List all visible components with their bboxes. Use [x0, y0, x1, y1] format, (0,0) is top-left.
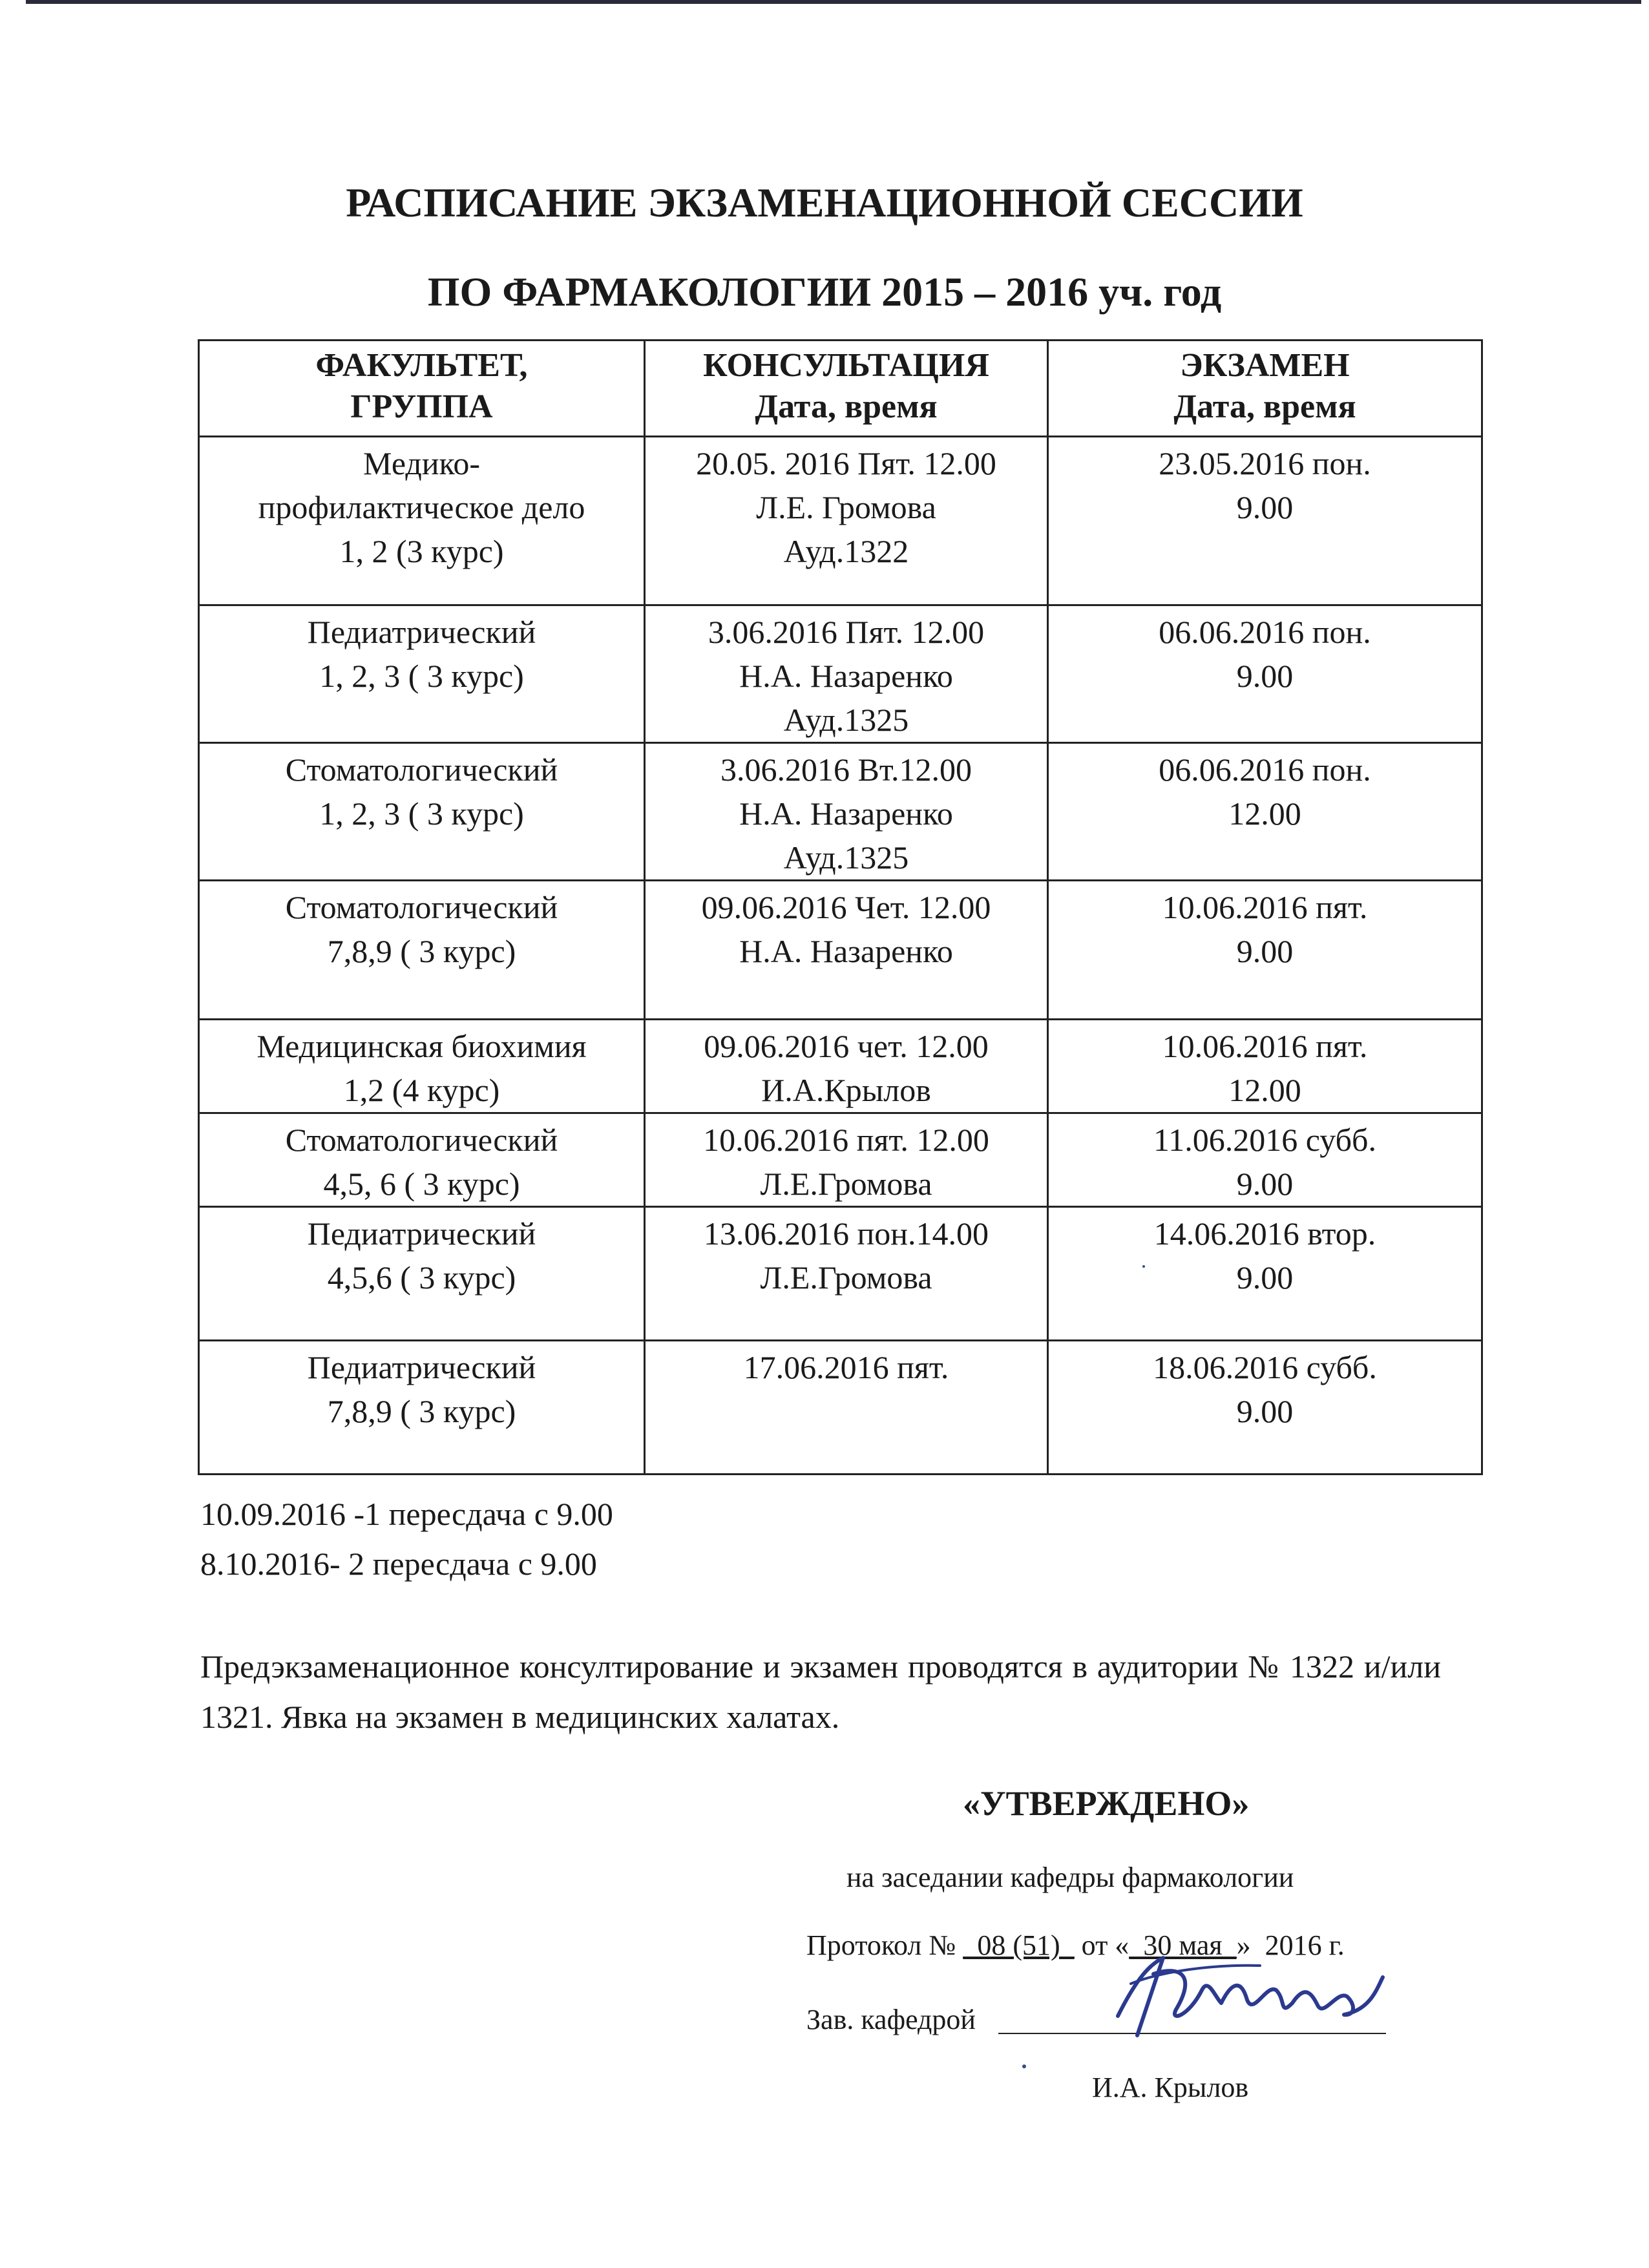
cell-line: 09.06.2016 Чет. 12.00: [701, 889, 991, 925]
cell-line: Ауд.1322: [783, 533, 909, 569]
faculty-cell: [199, 1207, 645, 1341]
cell-line: 3.06.2016 Вт.12.00: [720, 751, 972, 788]
cell-line: 11.06.2016 субб.: [1153, 1122, 1376, 1158]
resit-first: 10.09.2016 -1 пересдача с 9.00: [200, 1496, 613, 1532]
consultation-cell: [645, 437, 1048, 605]
cell-line: 09.06.2016 чет. 12.00: [704, 1028, 989, 1064]
cell-line: 1,2 (4 курс): [343, 1072, 500, 1108]
cell-line: 9.00: [1236, 1393, 1294, 1429]
header-line: ФАКУЛЬТЕТ,: [315, 347, 528, 384]
table-row: [199, 605, 1482, 743]
header-line: ГРУППА: [350, 388, 493, 425]
cell-line: 9.00: [1236, 1166, 1294, 1202]
consultation-cell: [645, 1341, 1048, 1475]
cell-line: 12.00: [1228, 1072, 1301, 1108]
cell-line: 23.05.2016 пон.: [1159, 445, 1371, 481]
header-faculty: [199, 341, 645, 437]
faculty-cell: [199, 605, 645, 743]
head-of-department-label: Зав. кафедрой: [806, 2004, 976, 2035]
resit-second: 8.10.2016- 2 пересдача с 9.00: [200, 1546, 597, 1582]
table-row: [199, 743, 1482, 881]
schedule-table: [198, 339, 1483, 1475]
cell-line: 17.06.2016 пят.: [743, 1349, 949, 1385]
cell-line: Медицинская биохимия: [257, 1028, 587, 1064]
exam-cell: [1048, 1207, 1482, 1341]
consultation-cell: [645, 1020, 1048, 1113]
cell-line: Педиатрический: [307, 1215, 536, 1252]
cell-line: 7,8,9 ( 3 курс): [327, 1393, 516, 1429]
cell-line: Л.Е.Громова: [760, 1166, 932, 1202]
cell-line: Стоматологический: [285, 889, 558, 925]
cell-line: Педиатрический: [307, 614, 536, 650]
protocol-from: от «: [1074, 1929, 1129, 1961]
header-line: ЭКЗАМЕН: [1180, 347, 1350, 384]
cell-line: Л.Е. Громова: [756, 489, 936, 525]
cell-line: 10.06.2016 пят. 12.00: [703, 1122, 989, 1158]
cell-line: Стоматологический: [285, 751, 558, 788]
table-row: [199, 1207, 1482, 1341]
cell-line: 20.05. 2016 Пят. 12.00: [696, 445, 996, 481]
consultation-cell: [645, 1207, 1048, 1341]
cell-line: 1, 2, 3 ( 3 курс): [319, 795, 524, 832]
cell-line: 10.06.2016 пят.: [1162, 1028, 1368, 1064]
cell-line: 4,5, 6 ( 3 курс): [323, 1166, 520, 1202]
consultation-cell: [645, 605, 1048, 743]
handwritten-signature: [1092, 1938, 1402, 2055]
cell-line: 9.00: [1236, 1259, 1294, 1296]
exam-cell: [1048, 605, 1482, 743]
cell-line: 10.06.2016 пят.: [1162, 889, 1368, 925]
cell-line: 06.06.2016 пон.: [1159, 751, 1371, 788]
header-line: КОНСУЛЬТАЦИЯ: [703, 347, 989, 384]
exam-cell: [1048, 1020, 1482, 1113]
cell-line: профилактическое дело: [258, 489, 585, 525]
table-row: [199, 1020, 1482, 1113]
header-line: Дата, время: [1173, 388, 1356, 425]
exam-cell: [1048, 1113, 1482, 1207]
protocol-prefix: Протокол №: [806, 1929, 963, 1961]
cell-line: 1, 2 (3 курс): [339, 533, 504, 569]
cell-line: Ауд.1325: [783, 702, 909, 738]
cell-line: 9.00: [1236, 933, 1294, 969]
cell-line: 1, 2, 3 ( 3 курс): [319, 658, 524, 694]
cell-line: 9.00: [1236, 658, 1294, 694]
cell-line: 14.06.2016 втор.: [1153, 1215, 1376, 1252]
cell-line: 7,8,9 ( 3 курс): [327, 933, 516, 969]
schedule-header: [199, 341, 1482, 437]
cell-line: И.А.Крылов: [761, 1072, 931, 1108]
exam-cell: [1048, 437, 1482, 605]
ink-speck: [1142, 1265, 1145, 1268]
cell-line: Медико-: [363, 445, 480, 481]
faculty-cell: [199, 1020, 645, 1113]
head-of-department-name: И.А. Крылов: [1092, 2072, 1249, 2103]
header-consultation: [645, 341, 1048, 437]
table-row: [199, 1113, 1482, 1207]
document-title-line-2: ПО ФАРМАКОЛОГИИ 2015 – 2016 уч. год: [427, 269, 1222, 315]
exam-note: Предэкзаменационное консултирование и экзамен проводятся в аудитории № 1322 и/или 1321. Явка на экзамен в медицинских халатах.: [200, 1648, 1441, 1735]
consultation-cell: [645, 881, 1048, 1020]
protocol-number: _08 (51)_: [963, 1929, 1075, 1961]
header-line: Дата, время: [755, 388, 938, 425]
table-row: [199, 437, 1482, 605]
schedule-body: [199, 437, 1482, 1475]
approved-heading: «УТВЕРЖДЕНО»: [963, 1784, 1250, 1823]
header-exam: [1048, 341, 1482, 437]
cell-line: 18.06.2016 субб.: [1153, 1349, 1377, 1385]
cell-line: Педиатрический: [307, 1349, 536, 1385]
cell-line: Н.А. Назаренко: [739, 795, 953, 832]
cell-line: Стоматологический: [285, 1122, 558, 1158]
cell-line: 12.00: [1228, 795, 1301, 832]
cell-line: 4,5,6 ( 3 курс): [327, 1259, 516, 1296]
exam-cell: [1048, 881, 1482, 1020]
ink-speck: [1022, 2064, 1026, 2068]
protocol-suffix: » 2016 г.: [1236, 1929, 1345, 1961]
cell-line: Л.Е.Громова: [760, 1259, 932, 1296]
scan-edge: [26, 0, 1641, 4]
consultation-cell: [645, 1113, 1048, 1207]
exam-cell: [1048, 1341, 1482, 1475]
faculty-cell: [199, 743, 645, 881]
protocol-date: _30 мая_: [1129, 1929, 1237, 1961]
meeting-line: на заседании кафедры фармакологии: [846, 1862, 1294, 1893]
cell-line: 9.00: [1236, 489, 1294, 525]
faculty-cell: [199, 881, 645, 1020]
cell-line: Н.А. Назаренко: [739, 658, 953, 694]
cell-line: Ауд.1325: [783, 839, 909, 876]
consultation-cell: [645, 743, 1048, 881]
cell-line: Н.А. Назаренко: [739, 933, 953, 969]
cell-line: 3.06.2016 Пят. 12.00: [708, 614, 985, 650]
table-row: [199, 881, 1482, 1020]
faculty-cell: [199, 1341, 645, 1475]
faculty-cell: [199, 1113, 645, 1207]
cell-line: 06.06.2016 пон.: [1159, 614, 1371, 650]
cell-line: 13.06.2016 пон.14.00: [703, 1215, 989, 1252]
document-title-line-1: РАСПИСАНИЕ ЭКЗАМЕНАЦИОННОЙ СЕССИИ: [346, 180, 1303, 226]
table-row: [199, 1341, 1482, 1475]
exam-cell: [1048, 743, 1482, 881]
faculty-cell: [199, 437, 645, 605]
